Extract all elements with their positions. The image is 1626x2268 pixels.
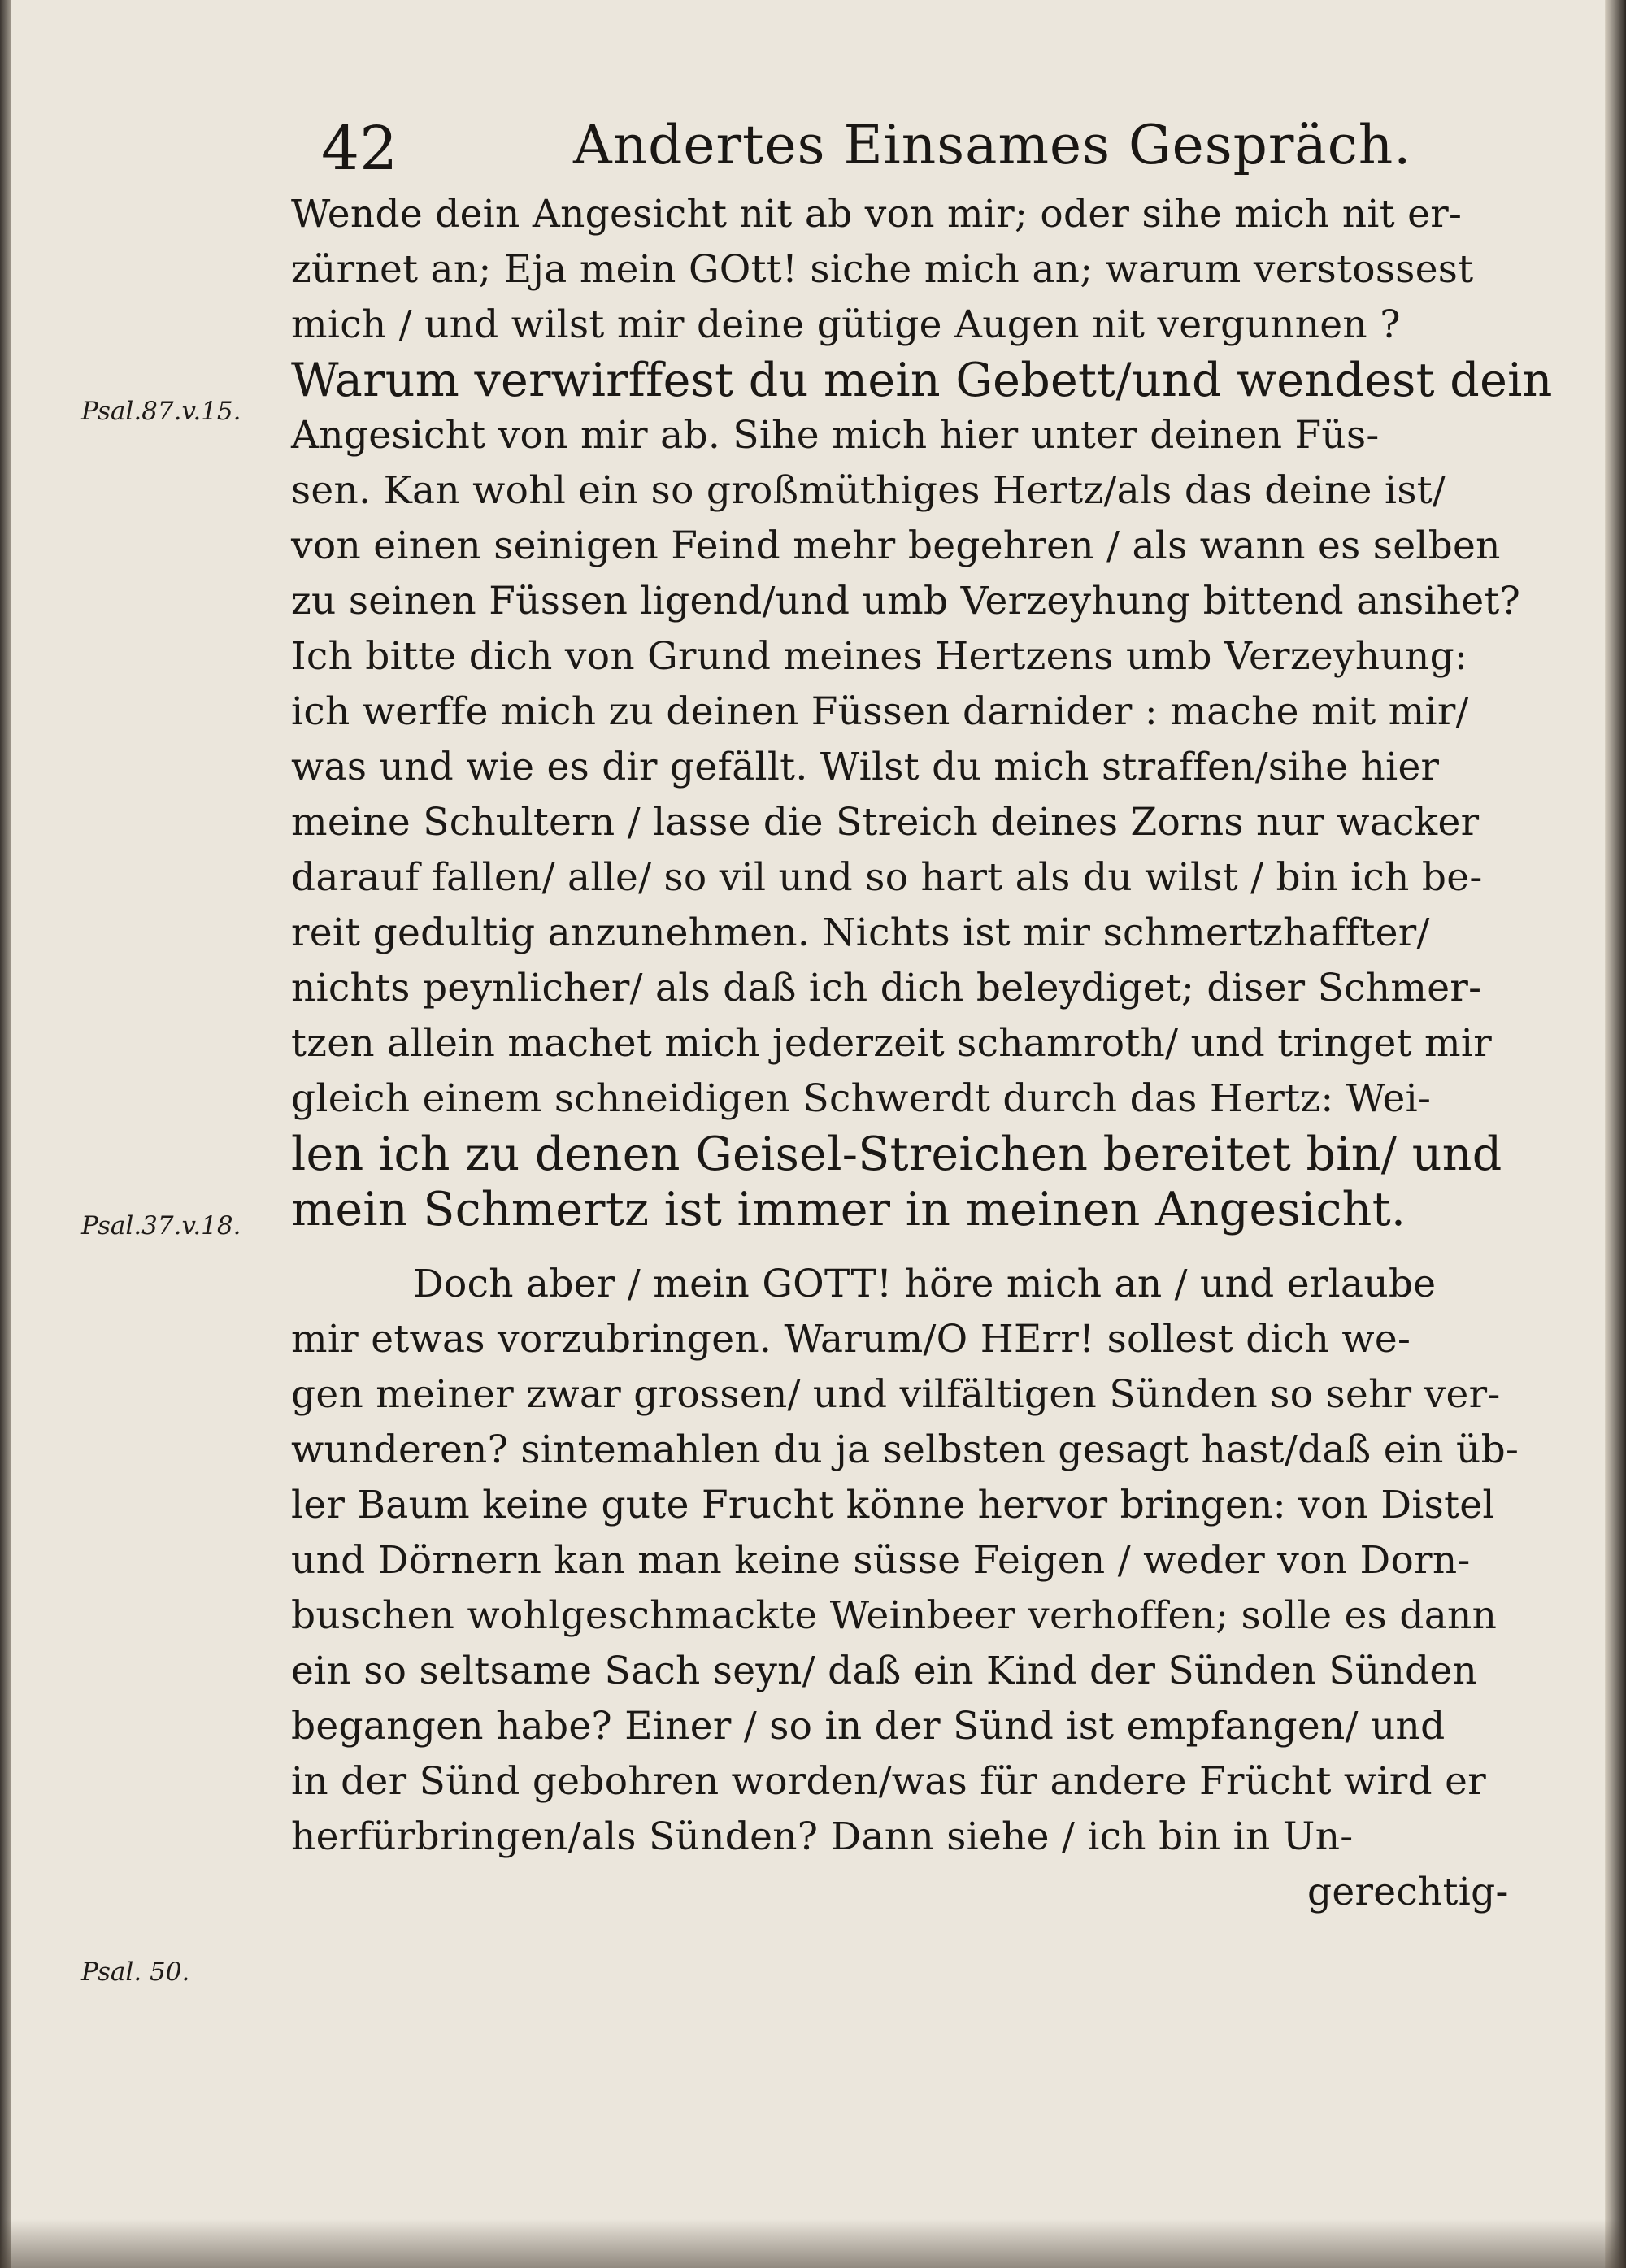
text-line: zürnet an; Eja mein GOtt! siche mich an; warum verstossest [291,247,1474,292]
page-edge-bottom [0,2219,1626,2268]
text-line: mein Schmertz ist immer in meinen Angesicht. [291,1183,1406,1236]
text-line: ler Baum keine gute Frucht könne hervor bringen: von Distel [291,1483,1495,1527]
page-edge-left [0,0,11,2268]
text-line: was und wie es dir gefällt. Wilst du mich straffen/sihe hier [291,745,1440,789]
text-line: tzen allein machet mich jederzeit schamroth/ und tringet mir [291,1021,1492,1066]
text-line: nichts peynlicher/ als daß ich dich beleydiget; diser Schmer- [291,966,1482,1010]
text-line: Doch aber / mein GOTT! höre mich an / und erlaube [413,1262,1437,1306]
page-edge-right [1605,0,1626,2268]
text-line: zu seinen Füssen ligend/und umb Verzeyhung bittend ansihet? [291,579,1521,623]
text-line: und Dörnern kan man keine süsse Feigen / weder von Dorn- [291,1538,1471,1583]
text-line: sen. Kan wohl ein so großmüthiges Hertz/als das deine ist/ [291,468,1446,513]
text-line: len ich zu denen Geisel-Streichen bereitet bin/ und [291,1127,1502,1181]
text-line: wunderen? sintemahlen du ja selbsten gesagt hast/daß ein üb- [291,1427,1519,1472]
page-header [321,114,1581,187]
marginal-note: Psal.87.v.15. [81,397,241,426]
text-line: mich / und wilst mir deine gütige Augen nit vergunnen ? [291,302,1401,347]
catchword: gerechtig- [1307,1870,1509,1914]
text-line: ein so seltsame Sach seyn/ daß ein Kind der Sünden Sünden [291,1649,1478,1693]
text-line: Wende dein Angesicht nit ab von mir; oder sihe mich nit er- [291,192,1463,237]
text-line: buschen wohlgeschmackte Weinbeer verhoffen; solle es dann [291,1593,1498,1638]
text-line: meine Schultern / lasse die Streich deines Zorns nur wacker [291,800,1480,845]
text-line: darauf fallen/ alle/ so vil und so hart als du wilst / bin ich be- [291,855,1483,900]
text-line: mir etwas vorzubringen. Warum/O HErr! sollest dich we- [291,1317,1411,1362]
marginal-note: Psal. 50. [81,1957,190,1987]
text-line: in der Sünd gebohren worden/was für andere Frücht wird er [291,1759,1487,1804]
page-number: 42 [321,114,398,184]
running-head: Andertes Einsames Gespräch. [573,114,1412,176]
text-line: Warum verwirffest du mein Gebett/und wendest dein [291,354,1553,407]
text-line: reit gedultig anzunehmen. Nichts ist mir schmertzhaffter/ [291,910,1430,955]
text-line: gleich einem schneidigen Schwerdt durch das Hertz: Wei- [291,1076,1432,1121]
body-text [291,187,1567,1920]
text-line: von einen seinigen Feind mehr begehren / als wann es selben [291,524,1501,568]
text-line: Ich bitte dich von Grund meines Hertzens umb Verzeyhung: [291,634,1468,679]
text-line: begangen habe? Einer / so in der Sünd ist empfangen/ und [291,1704,1446,1749]
text-line: herfürbringen/als Sünden? Dann siehe / ich bin in Un- [291,1814,1354,1859]
marginal-note: Psal.37.v.18. [81,1211,241,1240]
text-line: Angesicht von mir ab. Sihe mich hier unter deinen Füs- [291,413,1380,458]
text-line: gen meiner zwar grossen/ und vilfältigen Sünden so sehr ver- [291,1372,1501,1417]
text-line: ich werffe mich zu deinen Füssen darnider : mache mit mir/ [291,689,1469,734]
